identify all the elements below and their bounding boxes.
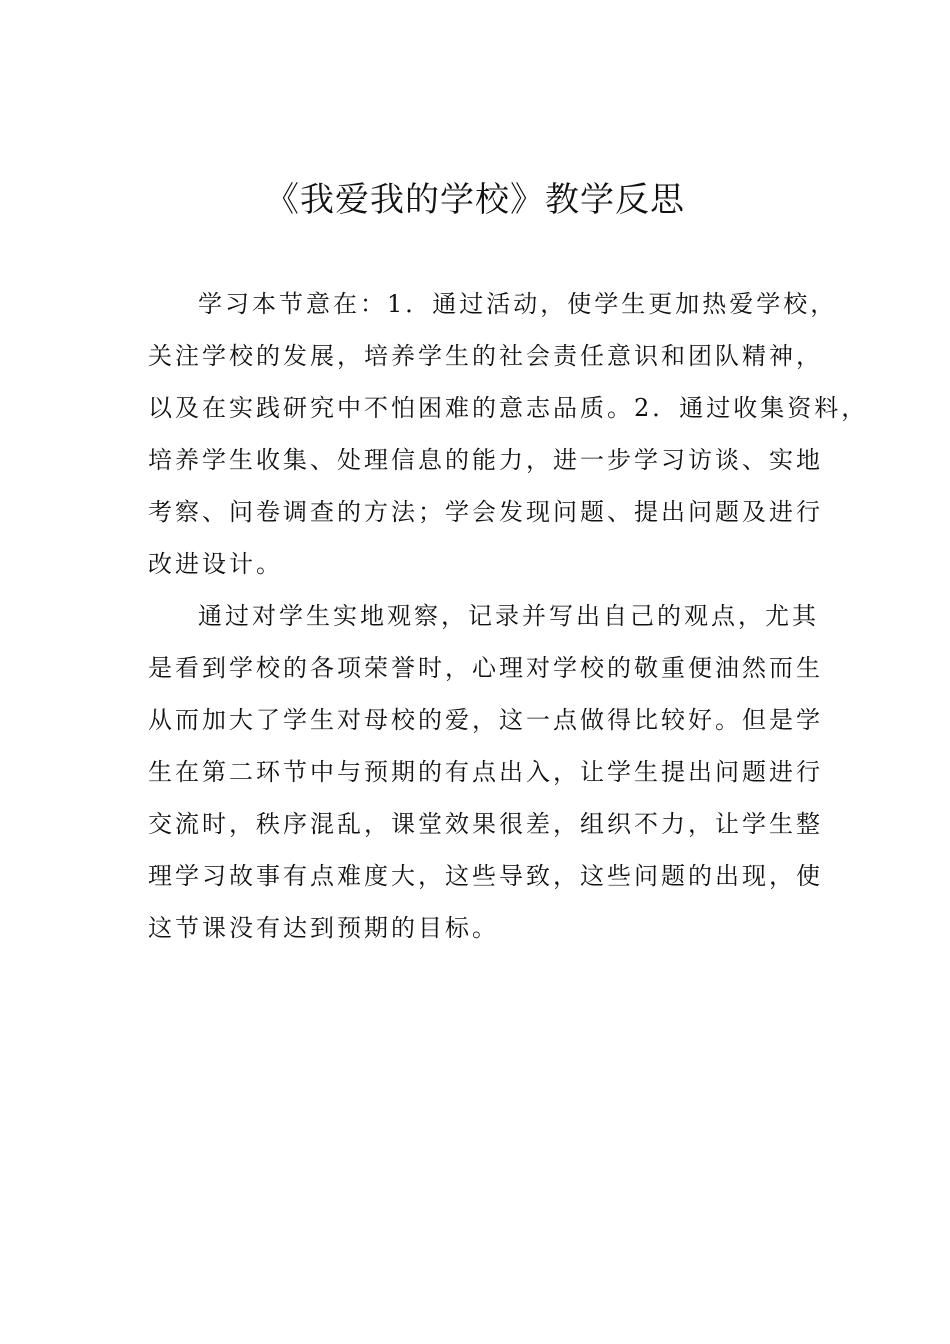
paragraph-line: 改进设计。 bbox=[148, 550, 283, 578]
paragraph-line: 这节课没有达到预期的目标。 bbox=[148, 914, 499, 942]
paragraph-line: 学习本节意在：1．通过活动，使学生更加热爱学校， bbox=[198, 290, 838, 318]
paragraph-line: 以及在实践研究中不怕困难的意志品质。2．通过收集资料， bbox=[148, 394, 869, 422]
paragraph-line: 关注学校的发展，培养学生的社会责任意识和团队精神， bbox=[148, 342, 823, 370]
paragraph-line: 培养学生收集、处理信息的能力，进一步学习访谈、实地 bbox=[148, 446, 823, 474]
paragraph-1 bbox=[148, 278, 869, 590]
paragraph-line: 交流时，秩序混乱，课堂效果很差，组织不力，让学生整 bbox=[148, 810, 823, 838]
paragraph-2 bbox=[148, 590, 823, 954]
document-title: 《我爱我的学校》教学反思 bbox=[265, 180, 685, 220]
paragraph-line: 是看到学校的各项荣誉时，心理对学校的敬重便油然而生 bbox=[148, 654, 823, 682]
paragraph-line: 从而加大了学生对母校的爱，这一点做得比较好。但是学 bbox=[148, 706, 823, 734]
paragraph-line: 考察、问卷调查的方法；学会发现问题、提出问题及进行 bbox=[148, 498, 823, 526]
paragraph-line: 通过对学生实地观察，记录并写出自己的观点，尤其 bbox=[198, 602, 819, 630]
document-body bbox=[148, 278, 869, 954]
paragraph-line: 生在第二环节中与预期的有点出入，让学生提出问题进行 bbox=[148, 758, 823, 786]
paragraph-line: 理学习故事有点难度大，这些导致，这些问题的出现，使 bbox=[148, 862, 823, 890]
